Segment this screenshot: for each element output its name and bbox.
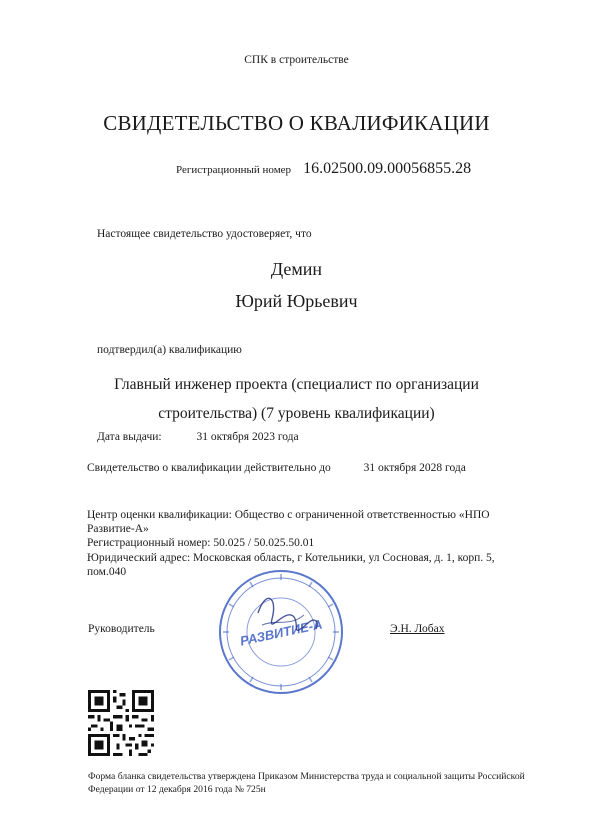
issue-date-value: 31 октября 2023 года	[196, 431, 299, 443]
issue-date-row	[97, 431, 299, 443]
center-registration: Регистрационный номер: 50.025 / 50.025.50.01	[87, 537, 315, 550]
validity-date: 31 октября 2028 года	[363, 462, 466, 474]
holder-surname: Демин	[270, 259, 323, 279]
validity-row	[87, 462, 466, 474]
organization-seal	[216, 567, 346, 697]
registration-label: Регистрационный номер	[176, 164, 292, 176]
signatory-role: Руководитель	[88, 623, 155, 635]
document-title: СВИДЕТЕЛЬСТВО О КВАЛИФИКАЦИИ	[103, 111, 490, 135]
issue-date-label: Дата выдачи:	[97, 431, 162, 443]
holder-given-names: Юрий Юрьевич	[235, 291, 358, 311]
council-name: СПК в строительстве	[244, 54, 349, 66]
registration-row	[176, 160, 471, 178]
center-name: Центр оценки квалификации: Общество с ограниченной ответственностью «НПО Развитие-А»	[87, 509, 490, 536]
qualification-title	[0, 370, 593, 428]
qualification-intro: подтвердил(а) квалификацию	[97, 344, 242, 356]
validity-label: Свидетельство о квалификации действительно до	[87, 462, 331, 474]
seal-center-text: РАЗВИТИЕ-А	[238, 616, 324, 649]
qualification-line-1: Главный инженер проекта (специалист по организации	[114, 376, 479, 393]
registration-number: 16.02500.09.00056855.28	[303, 160, 472, 177]
signatory-name: Э.Н. Лобах	[390, 623, 445, 635]
qualification-line-2: строительства) (7 уровень квалификации)	[158, 405, 435, 422]
center-address: Юридический адрес: Московская область, г Котельники, ул Сосновая, д. 1, корп. 5, пом.040	[87, 551, 495, 578]
seal-graphic	[216, 567, 346, 697]
qr-code	[88, 690, 154, 756]
certifies-intro: Настоящее свидетельство удостоверяет, что	[97, 228, 312, 240]
form-approval-note: Форма бланка свидетельства утверждена Приказом Министерства труда и социальной защиты Российской Федерации от 12 декабря 2016 года № 725н	[88, 771, 525, 795]
